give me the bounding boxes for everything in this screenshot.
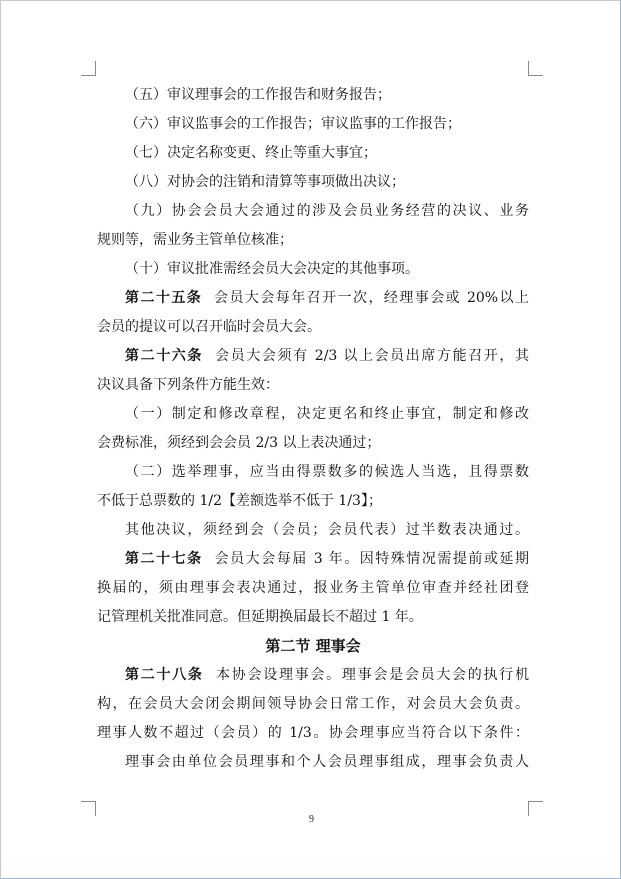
body-line: 会费标准，须经到会会员 2/3 以上表决通过； (97, 435, 381, 451)
crop-mark-top-left (81, 61, 96, 76)
body-line: （十）审议批准需经会员大会决定的其他事项。 (125, 261, 419, 277)
body-line: 理事会由单位会员理事和个人会员理事组成，理事会负责人 (125, 754, 529, 770)
body-line: 不低于总票数的 1/2【差额选举不低于 1/3】； (97, 493, 382, 509)
article-number: 第二十六条 (125, 348, 204, 364)
body-line: 规则等，需业务主管单位核准； (97, 232, 293, 248)
article-number: 第二十八条 (125, 667, 204, 683)
article-text: 会员大会每年召开一次，经理事会或 20%以上 (214, 290, 529, 306)
body-line: 构，在会员大会闭会期间领导协会日常工作，对会员大会负责。 (97, 696, 529, 712)
article-27-line (125, 549, 529, 569)
body-line: 决议具备下列条件方能生效： (97, 377, 279, 393)
article-25-line (125, 288, 529, 308)
article-number: 第二十七条 (125, 551, 203, 567)
body-line: 记管理机关批准同意。但延期换届最长不超过 1 年。 (97, 609, 423, 625)
body-line: 理事人数不超过（会员）的 1/3。协会理事应当符合以下条件： (97, 725, 529, 741)
body-line: 其他决议，须经到会（会员；会员代表）过半数表决通过。 (125, 522, 529, 538)
article-text: 会员大会每届 3 年。因特殊情况需提前或延期 (214, 551, 530, 567)
body-line: （六）审议监事会的工作报告；审议监事的工作报告； (125, 116, 461, 132)
body-line: 会员的提议可以召开临时会员大会。 (97, 319, 321, 335)
article-text: 会员大会须有 2/3 以上会员出席方能召开，其 (215, 348, 529, 364)
article-number: 第二十五条 (125, 290, 203, 306)
body-line: 换届的，须由理事会表决通过，报业务主管单位审查并经社团登 (97, 580, 529, 596)
article-28-line (125, 665, 529, 685)
page-number: 9 (309, 814, 314, 825)
body-line: （一）制定和修改章程，决定更名和终止事宜，制定和修改 (125, 406, 529, 422)
crop-mark-top-right (528, 61, 543, 76)
section-heading: 第二节 理事会 (265, 637, 361, 655)
body-line: （七）决定名称变更、终止等重大事宜； (125, 145, 377, 161)
body-line: （五）审议理事会的工作报告和财务报告； (125, 87, 391, 103)
article-text: 本协会设理事会。理事会是会员大会的执行机 (216, 667, 529, 683)
body-line: （八）对协会的注销和清算等事项做出决议； (125, 174, 405, 190)
body-line: （二）选举理事，应当由得票数多的候选人当选，且得票数 (125, 464, 529, 480)
article-26-line (125, 346, 529, 366)
body-line: （九）协会会员大会通过的涉及会员业务经营的决议、业务 (125, 203, 529, 219)
